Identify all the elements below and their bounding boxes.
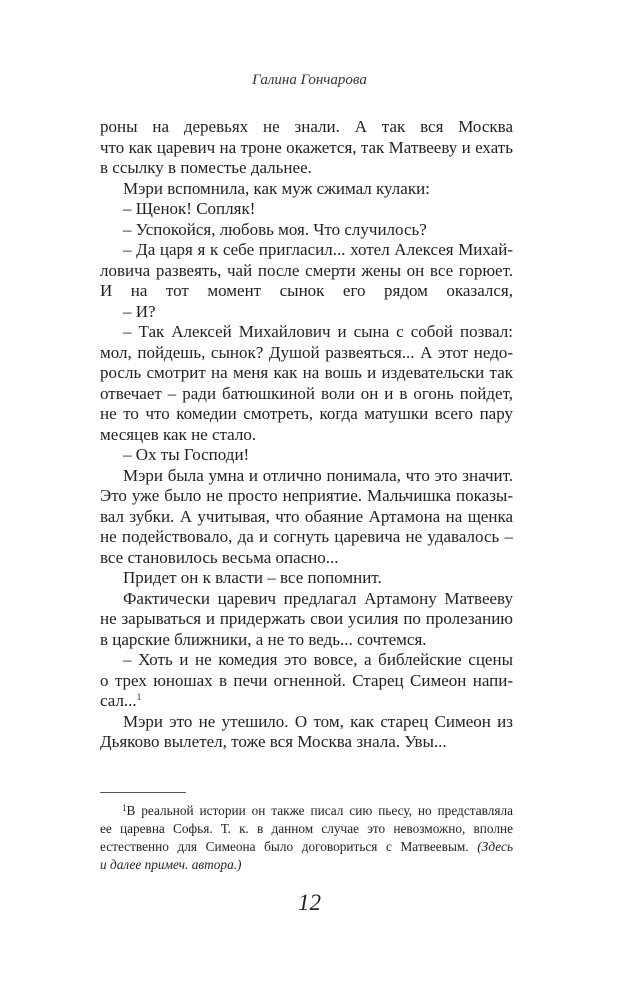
text-line [100, 117, 513, 138]
text-line-content: Фактически царевич предлагал Артамону Матвееву [123, 588, 513, 608]
text-line [100, 609, 513, 630]
text-line-content: в ссылку в поместье дальнее. [100, 158, 312, 177]
text-line [100, 548, 513, 569]
text-line-content: роны на деревьях не знали. А так вся Москва [100, 117, 513, 136]
footnotes [100, 802, 513, 874]
text-line-content: Мэри была умна и отлично понимала, что это значит. [123, 465, 513, 485]
text-line [100, 384, 513, 405]
text-line-content: сал... [100, 691, 137, 710]
text-line-content: Это уже было не просто неприятие. Мальчишка показы- [100, 486, 513, 505]
text-line [100, 261, 513, 282]
text-line-content: – Так Алексей Михайлович и сына с собой позвал: [123, 322, 513, 341]
text-line-content: что как царевич на троне окажется, так Матвееву и ехать [100, 137, 513, 157]
text-line-content: – Хоть и не комедия это вовсе, а библейские сцены [123, 650, 513, 669]
text-line [100, 179, 513, 200]
text-line-content: о трех юношах в печи огненной. Старец Симеон напи- [100, 670, 513, 690]
text-line [100, 220, 513, 241]
text-line [100, 527, 513, 548]
text-line [100, 568, 513, 589]
text-line-content: не подействовало, да и согнуть царевича не удавалось – [100, 527, 513, 546]
text-line [100, 589, 513, 610]
text-line [100, 363, 513, 384]
text-line [100, 486, 513, 507]
text-line-content: не то что комедии смотреть, когда матушки всего пару [100, 404, 513, 423]
text-line [100, 732, 513, 753]
text-line [100, 404, 513, 425]
text-line [100, 507, 513, 528]
text-line-content: – Да царя я к себе пригласил... хотел Алексея Михай- [123, 240, 513, 259]
text-line-content: – Щенок! Сопляк! [123, 199, 256, 218]
text-line-content: в царские ближники, а не то ведь... сочтемся. [100, 629, 427, 649]
text-line [100, 281, 513, 302]
footnote-line: $^1$В реальной истории он также писал сию пьесу, но представляла [122, 803, 513, 818]
text-line [100, 199, 513, 220]
text-line [100, 445, 513, 466]
text-line-content: все становилось весьма опасно... [100, 547, 339, 567]
text-line [100, 240, 513, 261]
text-line [100, 302, 513, 323]
text-line-content: мол, пойдешь, сынок? Душой развеяться... А этот недо- [100, 342, 513, 362]
text-line-content: – Успокойся, любовь моя. Что случилось? [123, 219, 427, 239]
text-line-content: ловича развеять, чай после смерти жены он все горюет. [100, 260, 513, 280]
text-line-content: отвечает – ради батюшкиной воли он и в огонь пойдет, [100, 383, 513, 403]
body-text [100, 117, 513, 753]
text-line-content: вал зубки. А учитывая, что обаяние Артамона на щенка [100, 506, 513, 526]
text-line [100, 343, 513, 364]
footnote-line: естественно для Симеона было договориться с Матвеевым. (Здесь [100, 839, 513, 854]
text-line-content: – И? [123, 301, 156, 321]
text-line-content: не зарываться и придержать свои усилия по пролезанию [100, 609, 513, 628]
text-line [100, 650, 513, 671]
text-line [100, 691, 513, 712]
text-line-content: Дьяково вылетел, тоже вся Москва знала. Увы... [100, 732, 447, 751]
text-line-content: месяцев как не стало. [100, 424, 257, 444]
running-header: Галина Гончарова [252, 72, 367, 88]
page-number: 12 [298, 890, 321, 915]
text-line-content: росль смотрит на меня как на вошь и издевательски так [100, 363, 513, 382]
text-line [100, 671, 513, 692]
text-line-content: Мэри это не утешило. О том, как старец Симеон из [123, 711, 513, 731]
footnote-line: и далее примеч. автора.) [100, 857, 242, 872]
text-line [100, 322, 513, 343]
text-line-content: И на тот момент сынок его рядом оказался, [100, 281, 513, 300]
text-line-content: Мэри вспомнила, как муж сжимал кулаки: [123, 178, 430, 198]
text-line-content: – Ох ты Господи! [123, 445, 250, 464]
text-line [100, 466, 513, 487]
footnote-divider [100, 792, 186, 793]
footnote-reference[interactable]: 1 [136, 692, 142, 702]
text-line [100, 425, 513, 446]
text-line [100, 138, 513, 159]
footnote-line: ее царевна Софья. Т. к. в данном случае это невозможно, вполне [100, 821, 513, 836]
text-line [100, 630, 513, 651]
text-line [100, 712, 513, 733]
text-line [100, 158, 513, 179]
text-line-content: Придет он к власти – все попомнит. [123, 568, 382, 587]
footnote-marker: 1 [122, 803, 127, 813]
